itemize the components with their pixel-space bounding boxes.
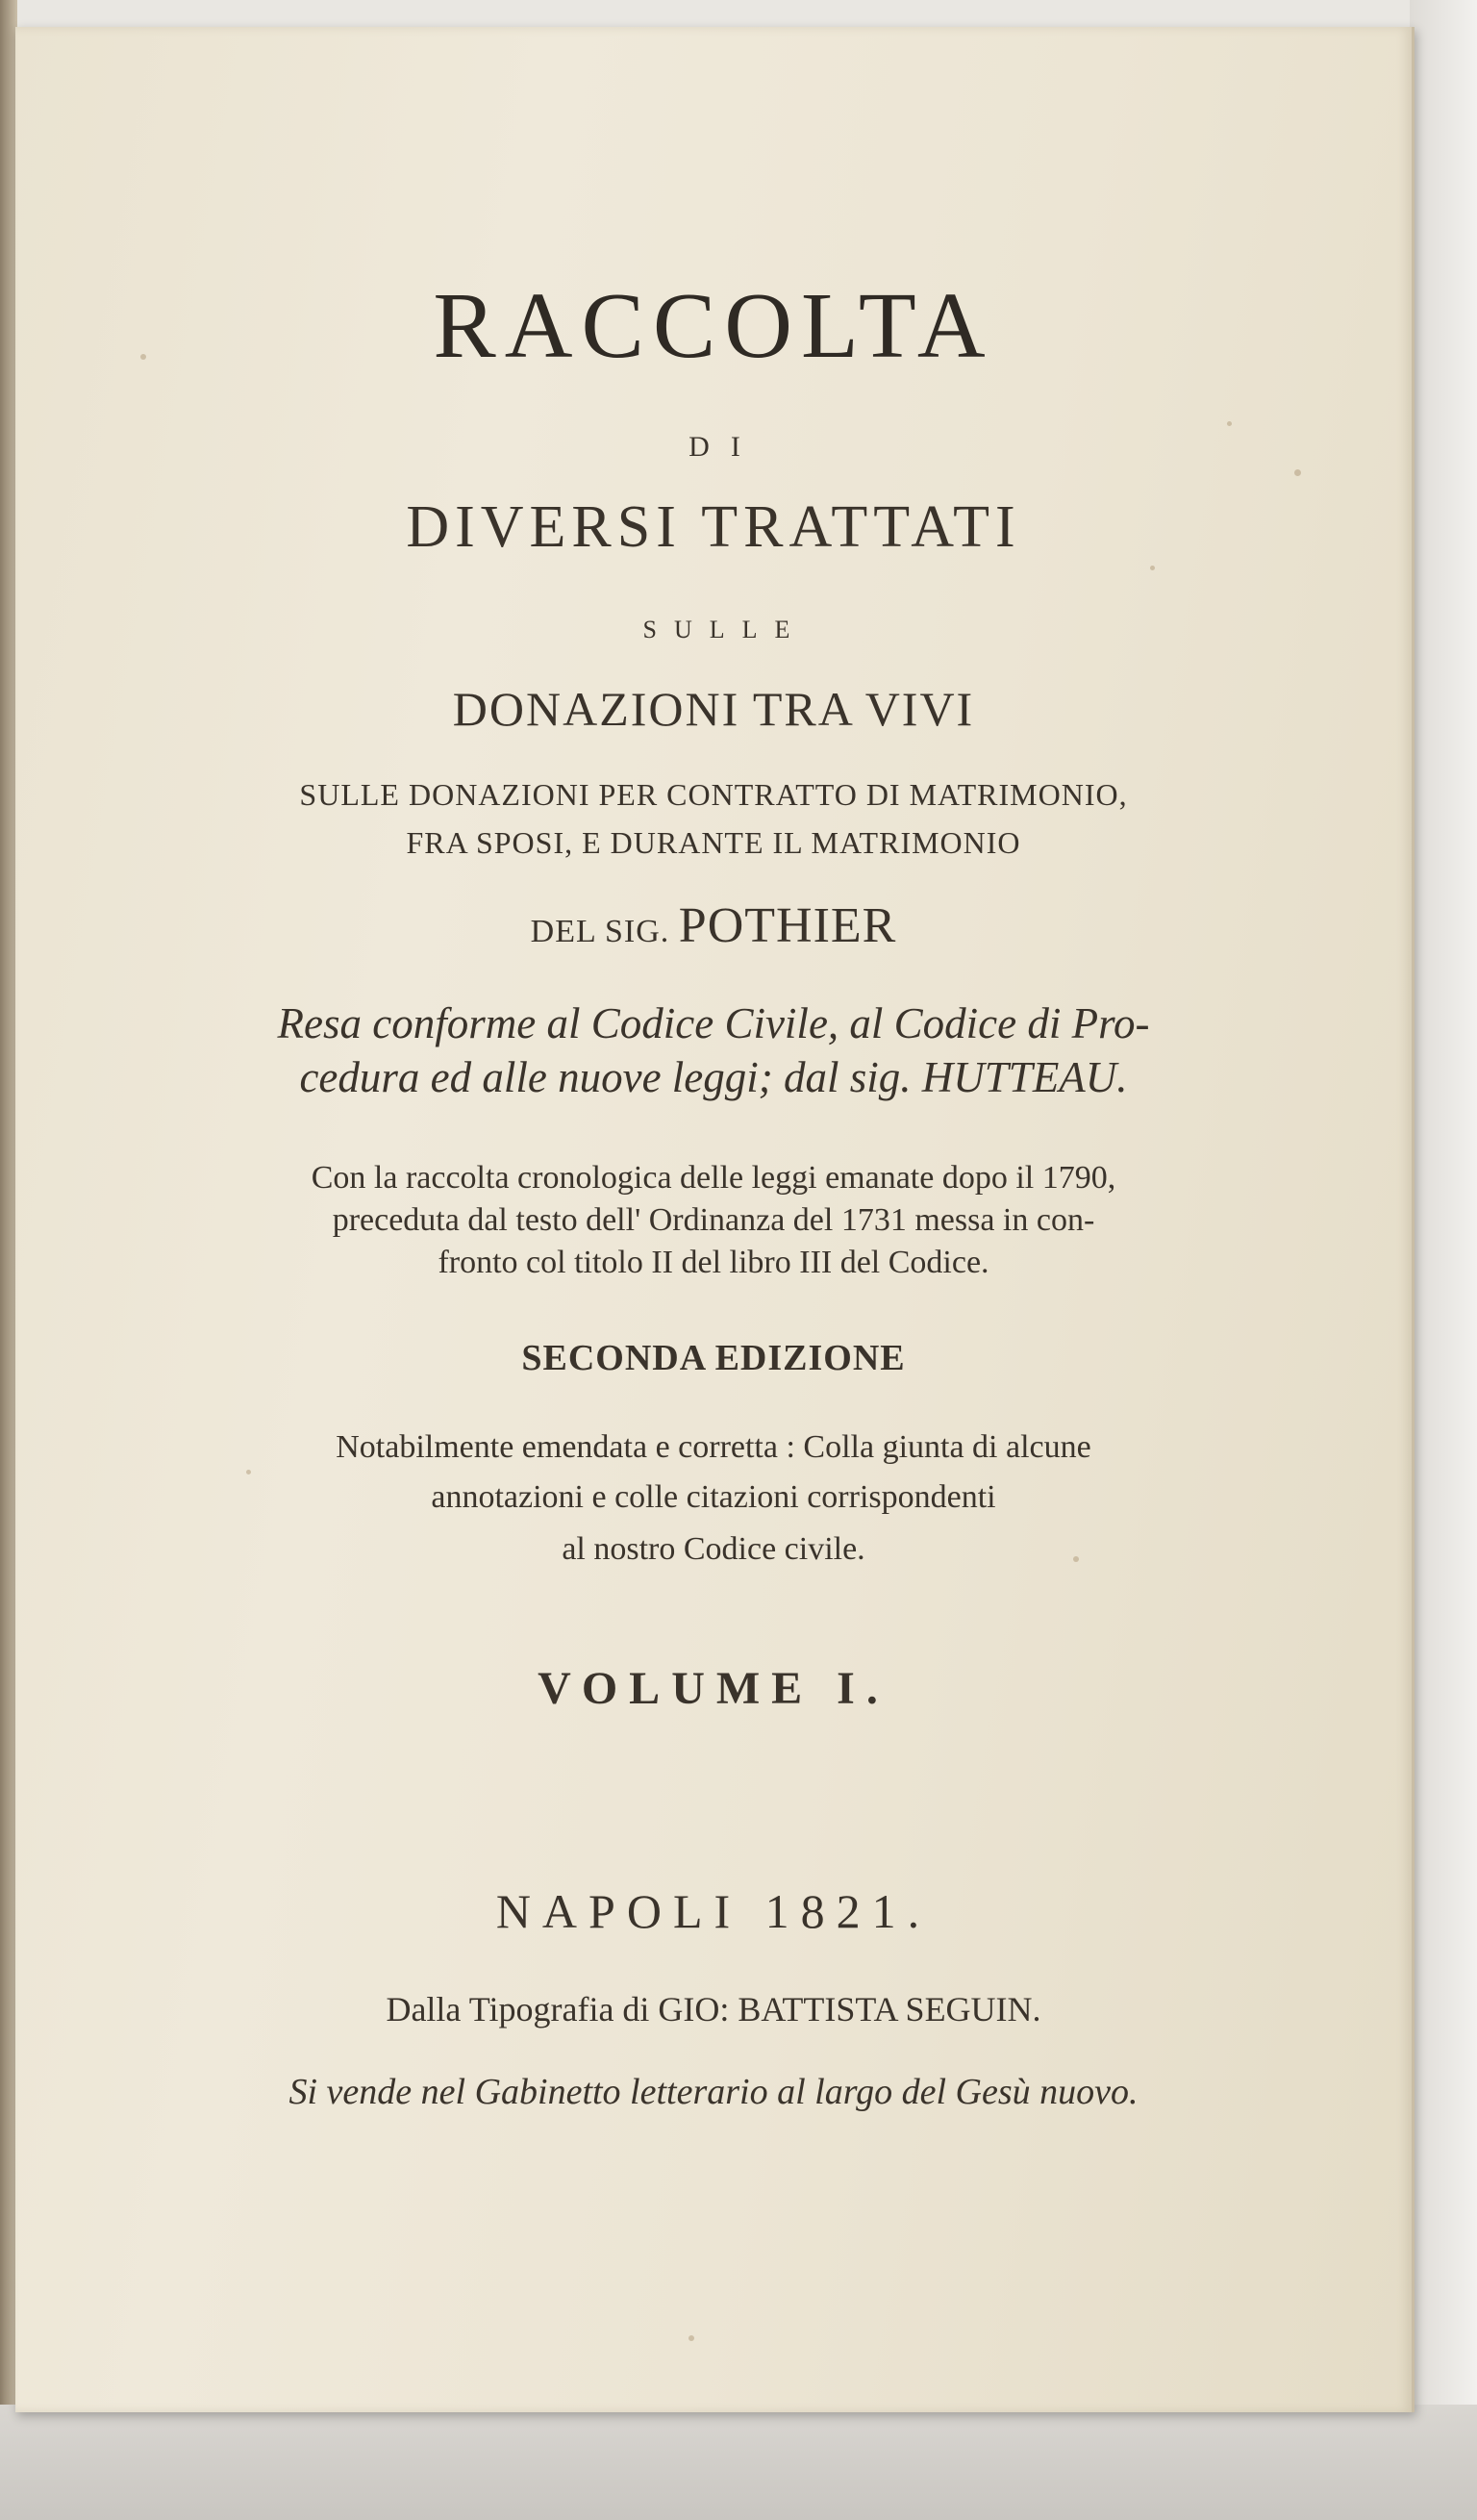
conformity-line-1: Resa conforme al Codice Civile, al Codice di Pro- — [277, 999, 1150, 1047]
foxing-spot — [688, 2335, 694, 2341]
connector-sulle: SULLE — [642, 616, 808, 643]
connector-di: DI — [688, 431, 762, 463]
collection-line-1: Con la raccolta cronologica delle leggi emanate dopo il 1790, — [311, 1160, 1116, 1196]
foxing-spot — [1150, 566, 1155, 570]
printer-line: Dalla Tipografia di GIO: BATTISTA SEGUIN. — [386, 1990, 1041, 2029]
background-bottom — [0, 2405, 1477, 2520]
collection-line-2: preceduta dal testo dell' Ordinanza del 1731 messa in con- — [332, 1202, 1095, 1238]
foxing-spot — [1227, 421, 1232, 426]
sale-note: Si vende nel Gabinetto letterario al largo del Gesù nuovo. — [288, 2072, 1139, 2112]
author-name: POTHIER — [678, 898, 897, 953]
volume-label: VOLUME I. — [538, 1663, 889, 1714]
edition-heading: SECONDA EDIZIONE — [521, 1338, 906, 1378]
foxing-spot — [246, 1470, 251, 1474]
notes-line-1: Notabilmente emendata e corretta : Colla giunta di alcune — [336, 1429, 1091, 1465]
author-prefix: DEL SIG. — [530, 914, 670, 949]
subtopic-line-1: SULLE DONAZIONI PER CONTRATTO DI MATRIMONIO, — [299, 777, 1128, 812]
book-title: RACCOLTA — [433, 274, 994, 378]
conformity-line-2: cedura ed alle nuove leggi; dal sig. HUTTEAU. — [299, 1053, 1128, 1101]
foxing-spot — [1294, 469, 1301, 476]
author-line — [15, 897, 1412, 954]
place-year: NAPOLI 1821. — [495, 1884, 932, 1938]
topic-heading: DONAZIONI TRA VIVI — [452, 682, 975, 736]
title-page — [15, 27, 1414, 2412]
notes-line-3: al nostro Codice civile. — [562, 1531, 865, 1567]
background-right — [1410, 0, 1477, 2520]
collection-line-3: fronto col titolo II del libro III del Codice. — [438, 1245, 989, 1280]
notes-line-2: annotazioni e colle citazioni corrispondenti — [431, 1479, 996, 1515]
book-subtitle: DIVERSI TRATTATI — [406, 494, 1021, 560]
subtopic-line-2: FRA SPOSI, E DURANTE IL MATRIMONIO — [406, 825, 1021, 860]
